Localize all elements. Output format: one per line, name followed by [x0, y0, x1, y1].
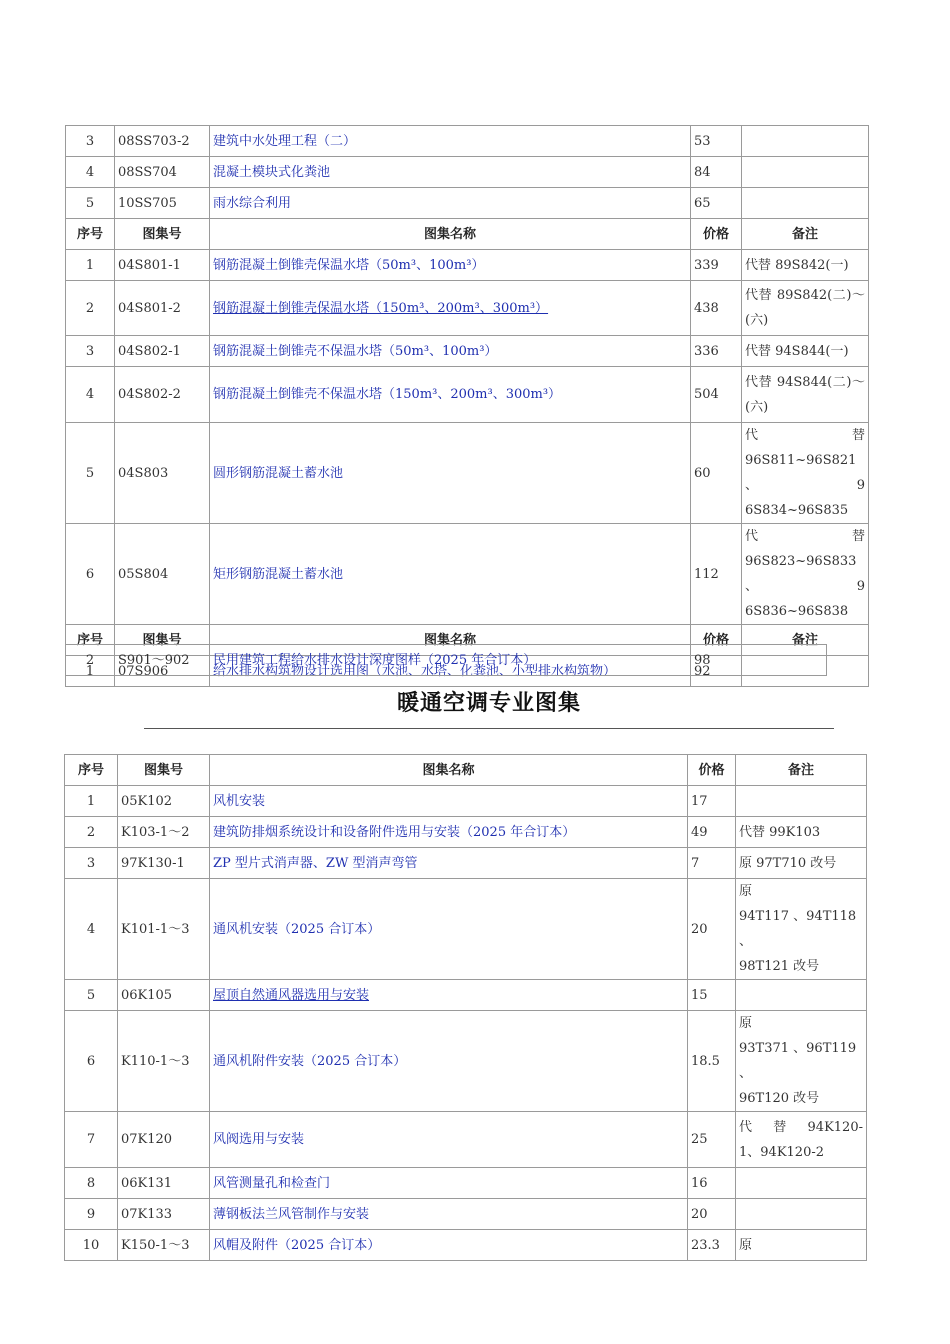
atlas-name-link[interactable]: 混凝土模块式化粪池 — [210, 157, 691, 188]
row-no: 2 — [66, 645, 115, 676]
price: 112 — [691, 524, 742, 625]
atlas-name-text: 钢筋混凝土倒锥壳保温水塔（150m³、200m³、300m³） — [213, 300, 549, 316]
note — [736, 1112, 867, 1168]
table-row — [66, 250, 869, 281]
atlas-name-link[interactable]: 钢筋混凝土倒锥壳不保温水塔（50m³、100m³） — [210, 336, 691, 367]
header-name: 图集名称 — [210, 219, 691, 250]
price: 53 — [691, 126, 742, 157]
price: 15 — [688, 980, 736, 1011]
atlas-name-link[interactable]: ZP 型片式消声器、ZW 型消声弯管 — [210, 848, 688, 879]
note — [742, 367, 869, 423]
table-row — [65, 1199, 867, 1230]
header-name: 图集名称 — [210, 625, 691, 656]
atlas-name-link[interactable]: 圆形钢筋混凝土蓄水池 — [210, 423, 691, 524]
atlas-name-link[interactable]: 给水排水构筑物设计选用图（水池、水塔、化粪池、小型排水构筑物） — [210, 656, 691, 687]
title-divider — [144, 728, 834, 729]
note — [742, 281, 869, 336]
price: 336 — [691, 336, 742, 367]
note-line: 93T371 、96T119 、 — [739, 1041, 857, 1081]
note-line: (六) — [745, 313, 769, 328]
atlas-name-link[interactable]: 建筑防排烟系统设计和设备附件选用与安装（2025 年合订本） — [210, 817, 688, 848]
header-no: 序号 — [66, 219, 115, 250]
table-row — [66, 281, 869, 336]
row-no: 8 — [65, 1168, 118, 1199]
price: 16 — [688, 1168, 736, 1199]
atlas-code: 04S803 — [115, 423, 210, 524]
atlas-name-link[interactable]: 钢筋混凝土倒锥壳不保温水塔（150m³、200m³、300m³） — [210, 367, 691, 423]
note: 原 — [736, 1230, 867, 1261]
header-note: 备注 — [742, 219, 869, 250]
note — [736, 980, 867, 1011]
note-line: 原 — [739, 884, 753, 899]
atlas-code: K110-1～3 — [118, 1011, 210, 1112]
table-header-row — [65, 755, 867, 786]
row-no: 3 — [66, 126, 115, 157]
row-no: 6 — [65, 1011, 118, 1112]
atlas-code: 04S802-2 — [115, 367, 210, 423]
note — [736, 1011, 867, 1112]
row-no: 5 — [66, 423, 115, 524]
table-row — [66, 367, 869, 423]
row-no: 10 — [65, 1230, 118, 1261]
row-no: 4 — [66, 157, 115, 188]
note — [742, 188, 869, 219]
note-line: 94T117 、94T118 、 — [739, 909, 857, 949]
row-no: 2 — [65, 817, 118, 848]
price: 49 — [688, 817, 736, 848]
price: 20 — [688, 879, 736, 980]
atlas-code: K103-1～2 — [118, 817, 210, 848]
header-code: 图集号 — [115, 219, 210, 250]
note-line: (六) — [745, 399, 769, 415]
price: 438 — [691, 281, 742, 336]
atlas-name-link[interactable]: 通风机安装（2025 合订本） — [210, 879, 688, 980]
note-line: 代 替 — [745, 428, 865, 443]
atlas-code: K101-1～3 — [118, 879, 210, 980]
atlas-code: 07S906 — [115, 656, 210, 687]
header-name: 图集名称 — [210, 755, 688, 786]
row-no: 5 — [66, 188, 115, 219]
price: 504 — [691, 367, 742, 423]
price: 92 — [691, 656, 742, 687]
note-line: 6S834~96S835 — [745, 503, 849, 518]
note-line: 代 替 — [745, 529, 865, 544]
water-table — [65, 125, 869, 687]
price: 23.3 — [688, 1230, 736, 1261]
note — [742, 423, 869, 524]
table-row — [66, 423, 869, 524]
atlas-code: 05S804 — [115, 524, 210, 625]
row-no: 4 — [66, 367, 115, 423]
table-header-row — [66, 219, 869, 250]
note — [736, 1168, 867, 1199]
price: 7 — [688, 848, 736, 879]
water-table-tail — [65, 644, 827, 676]
note: 原 97T710 改号 — [736, 848, 867, 879]
header-price: 价格 — [691, 625, 742, 656]
atlas-code: 06K131 — [118, 1168, 210, 1199]
note — [736, 1199, 867, 1230]
price: 18.5 — [688, 1011, 736, 1112]
header-code: 图集号 — [118, 755, 210, 786]
atlas-name-link[interactable] — [210, 980, 688, 1011]
atlas-name-link[interactable]: 钢筋混凝土倒锥壳保温水塔（50m³、100m³） — [210, 250, 691, 281]
header-note: 备注 — [742, 625, 869, 656]
note-line: 原 — [739, 1016, 753, 1031]
atlas-code: 07K120 — [118, 1112, 210, 1168]
note-line: 代 替 94K120- — [739, 1119, 863, 1135]
header-price: 价格 — [691, 219, 742, 250]
atlas-code: 10SS705 — [115, 188, 210, 219]
row-no: 1 — [65, 786, 118, 817]
atlas-code: S901～902 — [115, 645, 210, 676]
row-no: 3 — [65, 848, 118, 879]
atlas-name-link[interactable]: 通风机附件安装（2025 合订本） — [210, 1011, 688, 1112]
note — [736, 879, 867, 980]
note-line: 98T121 改号 — [739, 959, 820, 974]
row-no: 7 — [65, 1112, 118, 1168]
row-no: 4 — [65, 879, 118, 980]
price: 20 — [688, 1199, 736, 1230]
atlas-name-link[interactable]: 风帽及附件（2025 合订本） — [210, 1230, 688, 1261]
table-row — [65, 817, 867, 848]
atlas-name-link[interactable]: 雨水综合利用 — [210, 188, 691, 219]
table-row — [66, 336, 869, 367]
atlas-code: 97K130-1 — [118, 848, 210, 879]
row-no: 2 — [66, 281, 115, 336]
note-line: 代替 94S844(二)～ — [745, 374, 865, 390]
atlas-name-text: 屋顶自然通风器选用与安装 — [213, 987, 370, 1003]
table-row — [65, 1011, 867, 1112]
row-no: 1 — [66, 656, 115, 687]
table-row — [65, 848, 867, 879]
row-no: 5 — [65, 980, 118, 1011]
header-code: 图集号 — [115, 625, 210, 656]
atlas-code: 05K102 — [118, 786, 210, 817]
note-line: 1、94K120-2 — [739, 1144, 825, 1160]
atlas-name-link[interactable] — [210, 281, 691, 336]
note-line: 96S823~96S833 、 9 — [745, 554, 865, 594]
price: 84 — [691, 157, 742, 188]
table-row — [66, 126, 869, 157]
table-row — [66, 157, 869, 188]
table-row — [65, 786, 867, 817]
table-row — [65, 1112, 867, 1168]
price: 25 — [688, 1112, 736, 1168]
atlas-name-link[interactable]: 民用建筑工程给水排水设计深度图样（2025 年合订本） — [210, 645, 691, 676]
section-title: 暖通空调专业图集 — [396, 691, 581, 716]
hvac-table — [64, 754, 867, 1261]
atlas-name-link[interactable]: 矩形钢筋混凝土蓄水池 — [210, 524, 691, 625]
atlas-name-link[interactable]: 建筑中水处理工程（二） — [210, 126, 691, 157]
atlas-code: 08SS703-2 — [115, 126, 210, 157]
atlas-code: 04S801-1 — [115, 250, 210, 281]
note — [742, 524, 869, 625]
row-no: 6 — [66, 524, 115, 625]
note: 代替 94S844(一) — [742, 336, 869, 367]
atlas-code: 07K133 — [118, 1199, 210, 1230]
atlas-name-link[interactable]: 薄钢板法兰风管制作与安装 — [210, 1199, 688, 1230]
atlas-name-link[interactable]: 风机安装 — [210, 786, 688, 817]
row-no: 1 — [66, 250, 115, 281]
note — [742, 157, 869, 188]
note — [742, 126, 869, 157]
atlas-code: 04S802-1 — [115, 336, 210, 367]
header-no: 序号 — [65, 755, 118, 786]
note: 代替 89S842(一) — [742, 250, 869, 281]
header-price: 价格 — [688, 755, 736, 786]
header-no: 序号 — [66, 625, 115, 656]
atlas-code: 06K105 — [118, 980, 210, 1011]
price: 60 — [691, 423, 742, 524]
table-row — [65, 1168, 867, 1199]
row-no: 3 — [66, 336, 115, 367]
table-row — [66, 188, 869, 219]
atlas-name-link[interactable]: 风阀选用与安装 — [210, 1112, 688, 1168]
note: 代替 99K103 — [736, 817, 867, 848]
atlas-code: K150-1～3 — [118, 1230, 210, 1261]
note — [736, 786, 867, 817]
atlas-name-link[interactable]: 风管测量孔和检查门 — [210, 1168, 688, 1199]
atlas-code: 08SS704 — [115, 157, 210, 188]
price: 339 — [691, 250, 742, 281]
price: 17 — [688, 786, 736, 817]
price: 65 — [691, 188, 742, 219]
table-row — [65, 1230, 867, 1261]
table-row — [65, 879, 867, 980]
note-line: 96T120 改号 — [739, 1091, 820, 1106]
note-line: 代替 89S842(二)～ — [745, 288, 865, 303]
note-line: 96S811~96S821 、 9 — [745, 453, 865, 493]
header-note: 备注 — [736, 755, 867, 786]
row-no: 9 — [65, 1199, 118, 1230]
price: 98 — [691, 645, 827, 676]
note-line: 6S836~96S838 — [745, 604, 849, 619]
table-row — [65, 980, 867, 1011]
table-row — [66, 524, 869, 625]
atlas-code: 04S801-2 — [115, 281, 210, 336]
table-row — [66, 645, 827, 676]
